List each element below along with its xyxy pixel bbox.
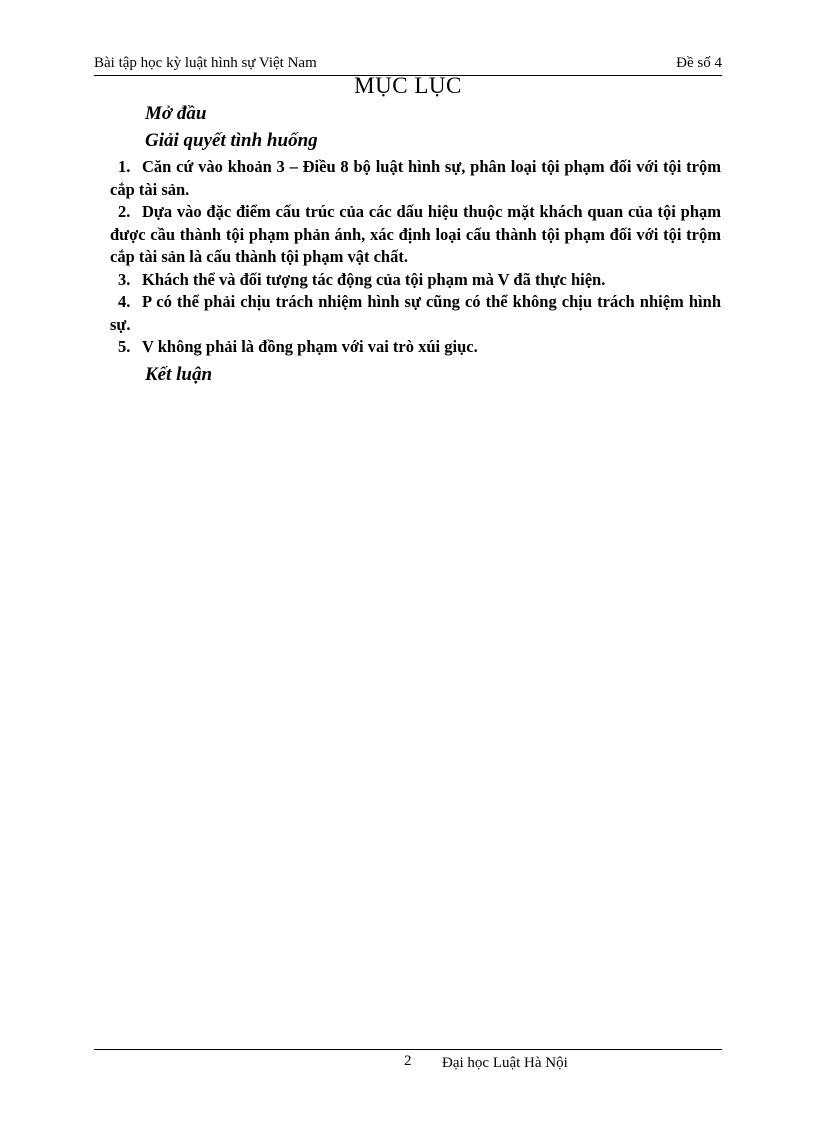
toc-section-intro: Mở đầu bbox=[145, 103, 207, 124]
toc-item bbox=[110, 201, 721, 269]
toc-item-number: 4. bbox=[118, 292, 131, 311]
toc-item bbox=[110, 269, 721, 292]
toc-item-text: Căn cứ vào khoản 3 – Điều 8 bộ luật hình sự, phân loại tội phạm đối với tội trộm cắp tài sản. bbox=[110, 157, 721, 199]
toc-item-number: 2. bbox=[118, 202, 131, 221]
toc-item-text: P có thể phải chịu trách nhiệm hình sự cũng có thể không chịu trách nhiệm hình sự. bbox=[110, 292, 721, 334]
toc-item bbox=[110, 291, 721, 336]
toc-section-solve: Giải quyết tình huống bbox=[145, 130, 318, 151]
toc-item-text: Dựa vào đặc điểm cấu trúc của các dấu hiệu thuộc mặt khách quan của tội phạm được cầu thành tội phạm phản ánh, xác định loại cấu thành tội phạm đối với tội trộm cắp tài sản là cấu thành tội phạm vật chất. bbox=[110, 202, 721, 266]
toc-item-number: 1. bbox=[118, 157, 131, 176]
toc-item-list bbox=[110, 156, 721, 359]
toc-item-text: Khách thể và đối tượng tác động của tội phạm mà V đã thực hiện. bbox=[142, 269, 606, 289]
header-exam-number: Đề số 4 bbox=[676, 55, 722, 71]
toc-item-number: 3. bbox=[118, 269, 131, 289]
toc-item bbox=[110, 336, 721, 359]
toc-item-text: V không phải là đồng phạm với vai trò xúi giục. bbox=[142, 337, 478, 356]
toc-item-number: 5. bbox=[118, 337, 131, 356]
toc-section-conclusion: Kết luận bbox=[145, 364, 213, 385]
page-footer bbox=[94, 1049, 722, 1074]
toc-title: MỤC LỤC bbox=[354, 73, 462, 98]
footer-university: Đại học Luật Hà Nội bbox=[442, 1055, 568, 1071]
footer-page-number: 2 bbox=[404, 1053, 412, 1069]
header-document-title: Bài tập học kỳ luật hình sự Việt Nam bbox=[94, 55, 317, 71]
toc-item bbox=[110, 156, 721, 201]
